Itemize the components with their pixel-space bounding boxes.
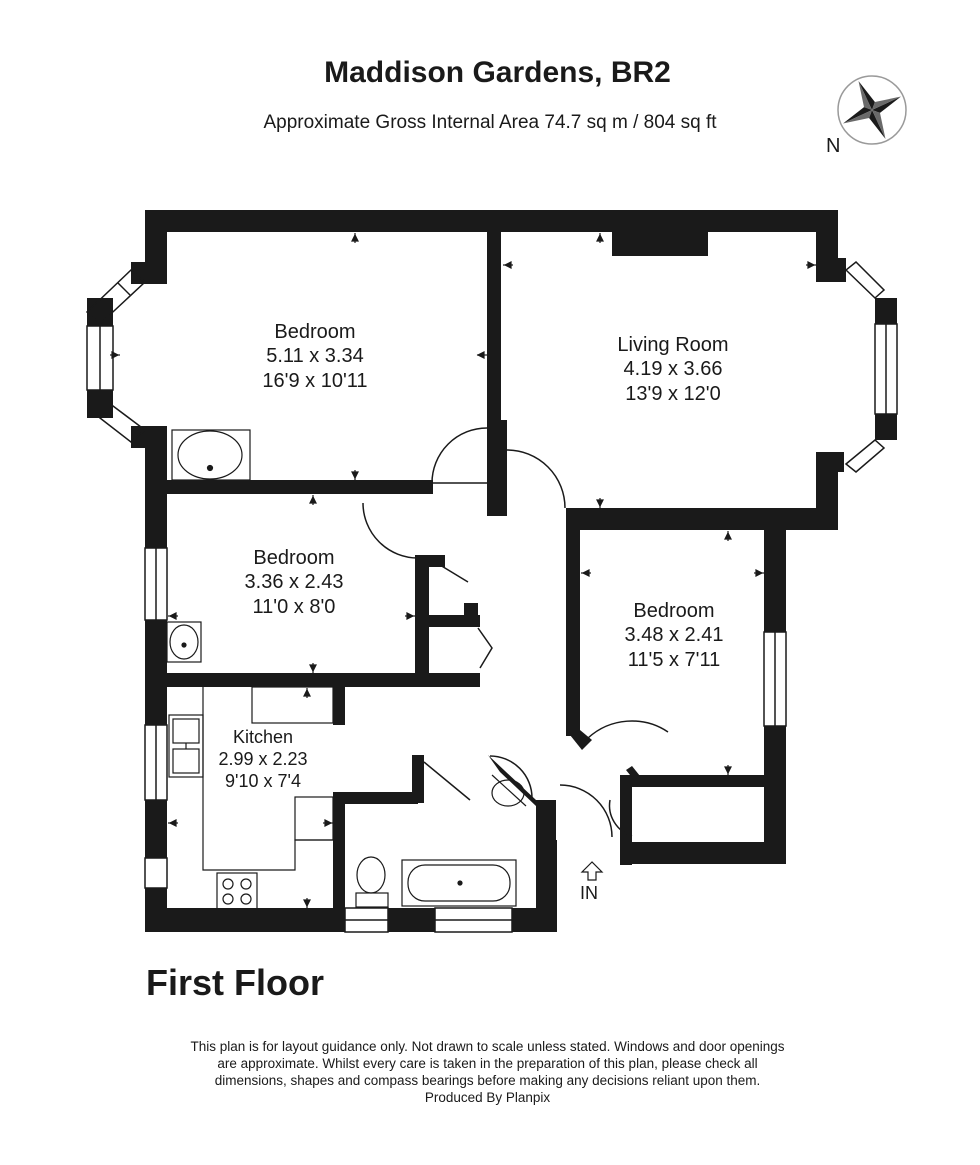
room-bedroom-1 <box>230 320 400 393</box>
room-imperial: 9'10 x 7'4 <box>225 770 301 791</box>
fixtures <box>167 430 526 909</box>
room-name: Living Room <box>617 334 729 356</box>
gross-area: Approximate Gross Internal Area 74.7 sq m / 804 sq ft <box>263 112 717 133</box>
room-imperial: 11'0 x 8'0 <box>252 595 336 618</box>
room-metric: 4.19 x 3.66 <box>623 358 723 381</box>
room-bedroom-3 <box>589 599 759 672</box>
producer-credit: Produced By Planpix <box>424 1090 551 1105</box>
room-kitchen <box>193 727 333 793</box>
room-name: Bedroom <box>253 547 335 569</box>
disclaimer-line: dimensions, shapes and compass bearings before making any decisions reliant upon them. <box>214 1073 761 1088</box>
entrance-label: IN <box>580 883 598 903</box>
room-name: Bedroom <box>633 600 715 622</box>
room-living-room <box>588 333 758 406</box>
room-metric: 3.48 x 2.41 <box>624 624 724 647</box>
disclaimer-line: This plan is for layout guidance only. Not drawn to scale unless stated. Windows and door openings <box>190 1039 785 1054</box>
room-metric: 3.36 x 2.43 <box>244 571 344 594</box>
disclaimer-line: are approximate. Whilst every care is taken in the preparation of this plan, please check all <box>217 1056 758 1071</box>
room-metric: 5.11 x 3.34 <box>266 345 364 368</box>
room-metric: 2.99 x 2.23 <box>218 748 308 769</box>
floor-label: First Floor <box>146 962 324 1003</box>
north-label: N <box>826 135 841 157</box>
disclaimer <box>120 1038 855 1106</box>
room-name: Kitchen <box>232 727 294 747</box>
room-bedroom-2 <box>209 546 379 619</box>
entrance-arrow-icon <box>582 862 602 880</box>
room-imperial: 16'9 x 10'11 <box>262 369 368 392</box>
room-name: Bedroom <box>274 321 356 343</box>
room-imperial: 11'5 x 7'11 <box>627 648 721 671</box>
room-imperial: 13'9 x 12'0 <box>625 382 721 405</box>
plan-title: Maddison Gardens, BR2 <box>324 56 671 89</box>
